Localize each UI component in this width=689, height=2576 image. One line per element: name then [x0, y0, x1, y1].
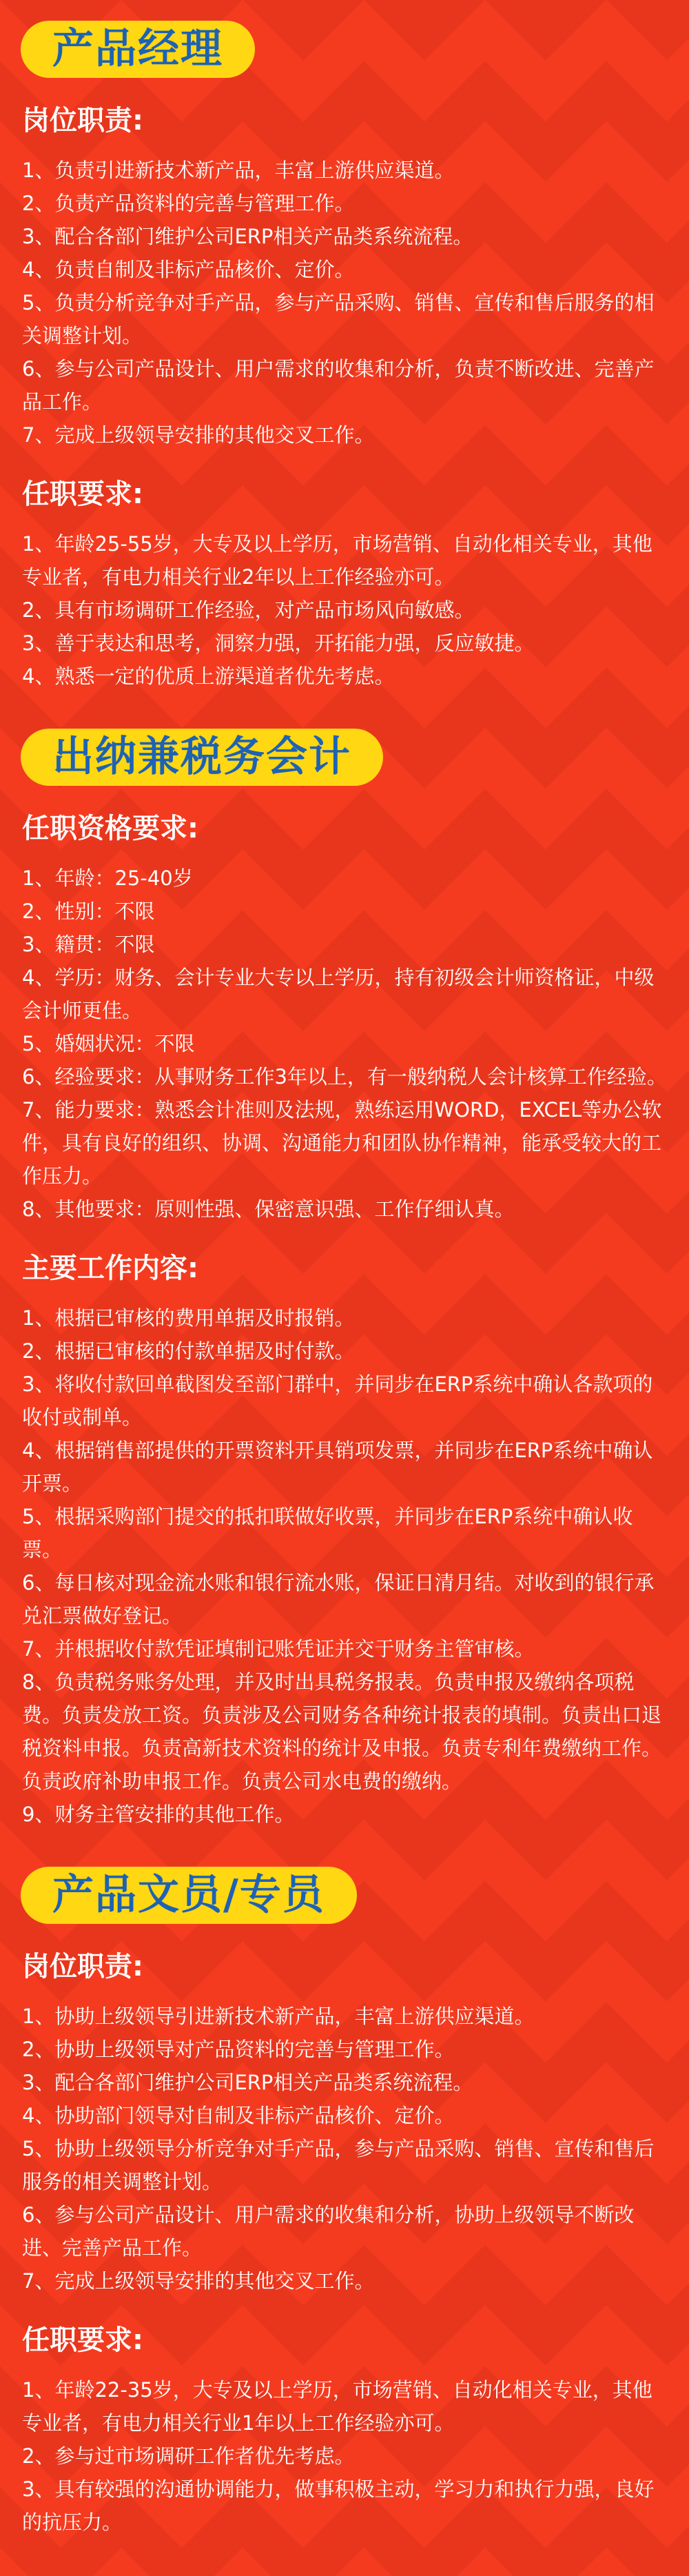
job-title-badge-wrap: [0, 729, 689, 786]
list-item: 6、参与公司产品设计、用户需求的收集和分析，负责不断改进、完善产品工作。: [22, 357, 655, 414]
list-item: 7、能力要求：熟悉会计准则及法规，熟练运用WORD，EXCEL等办公软件，具有良好的组织、协调、沟通能力和团队协作精神，能承受较大的工作压力。: [22, 1098, 662, 1188]
list-item: 4、学历：财务、会计专业大专以上学历，持有初级会计师资格证，中级会计师更佳。: [22, 966, 655, 1022]
list-item: 2、根据已审核的付款单据及时付款。: [22, 1339, 355, 1363]
list-item: 5、根据采购部门提交的抵扣联做好收票，并同步在ERP系统中确认收票。: [22, 1505, 633, 1561]
list-item: 3、善于表达和思考，洞察力强，开拓能力强，反应敏捷。: [22, 631, 535, 655]
section-heading-requirements: 任职要求:: [22, 478, 143, 510]
job-title-badge: [21, 729, 383, 786]
list-item: 4、负责自制及非标产品核价、定价。: [22, 258, 355, 281]
list-item: 3、配合各部门维护公司ERP相关产品类系统流程。: [22, 225, 473, 248]
job-title: 出纳兼税务会计: [52, 733, 351, 781]
list-item: 1、年龄25-55岁，大专及以上学历，市场营销、自动化相关专业，其他专业者，有电力相关行业2年以上工作经验亦可。: [22, 532, 652, 589]
list-item: 9、财务主管安排的其他工作。: [22, 1803, 295, 1826]
list-item: 4、根据销售部提供的开票资料开具销项发票，并同步在ERP系统中确认开票。: [22, 1439, 653, 1495]
duties-list: [22, 2000, 671, 2298]
job-title-badge-wrap: [0, 1867, 689, 1924]
list-item: 5、协助上级领导分析竞争对手产品，参与产品采购、销售、宣传和售后服务的相关调整计划。: [22, 2137, 655, 2193]
list-item: 2、协助上级领导对产品资料的完善与管理工作。: [22, 2038, 455, 2061]
list-item: 3、籍贯：不限: [22, 933, 155, 956]
list-item: 8、其他要求：原则性强、保密意识强、工作仔细认真。: [22, 1197, 515, 1221]
list-item: 6、经验要求：从事财务工作3年以上，有一般纳税人会计核算工作经验。: [22, 1065, 667, 1088]
job-title: 产品文员/专员: [52, 1871, 325, 1919]
main-work-list: [22, 1301, 671, 1831]
job-section-cashier-tax-accountant: [0, 729, 689, 1831]
list-item: 2、参与过市场调研工作者优先考虑。: [22, 2444, 355, 2468]
list-item: 1、协助上级领导引进新技术新产品，丰富上游供应渠道。: [22, 2005, 535, 2028]
list-item: 8、负责税务账务处理，并及时出具税务报表。负责申报及缴纳各项税费。负责发放工资。负责涉及公司财务各种统计报表的填制。负责出口退税资料申报。负责高新技术资料的统计及申报。负责专利年费缴纳工作。负责政府补助申报工作。负责公司水电费的缴纳。: [22, 1670, 662, 1793]
list-item: 1、年龄：25-40岁: [22, 866, 193, 890]
list-item: 2、具有市场调研工作经验，对产品市场风向敏感。: [22, 598, 475, 622]
job-section-product-manager: [0, 21, 689, 693]
list-item: 1、年龄22-35岁，大专及以上学历，市场营销、自动化相关专业，其他专业者，有电力相关行业1年以上工作经验亦可。: [22, 2378, 652, 2435]
job-section-product-clerk-specialist: [0, 1867, 689, 2539]
list-item: 2、性别：不限: [22, 900, 155, 923]
list-item: 5、负责分析竞争对手产品，参与产品采购、销售、宣传和售后服务的相关调整计划。: [22, 291, 655, 347]
list-item: 7、完成上级领导安排的其他交叉工作。: [22, 423, 375, 447]
job-title: 产品经理: [52, 25, 223, 73]
list-item: 4、熟悉一定的优质上游渠道者优先考虑。: [22, 665, 395, 688]
list-item: 4、协助部门领导对自制及非标产品核价、定价。: [22, 2104, 455, 2127]
requirements-list: [22, 2373, 671, 2539]
section-heading-main-work: 主要工作内容:: [22, 1252, 198, 1284]
qualifications-list: [22, 862, 671, 1226]
section-heading-requirements: 任职要求:: [22, 2324, 143, 2356]
list-item: 6、参与公司产品设计、用户需求的收集和分析，协助上级领导不断改进、完善产品工作。: [22, 2203, 635, 2260]
job-title-badge: [21, 1867, 357, 1924]
section-heading-qualifications: 任职资格要求:: [22, 813, 198, 844]
list-item: 5、婚姻状况：不限: [22, 1032, 195, 1055]
section-heading-duties: 岗位职责:: [22, 1951, 143, 1982]
list-item: 3、将收付款回单截图发至部门群中，并同步在ERP系统中确认各款项的收付或制单。: [22, 1372, 653, 1429]
section-heading-duties: 岗位职责:: [22, 105, 143, 136]
list-item: 2、负责产品资料的完善与管理工作。: [22, 192, 355, 215]
list-item: 1、根据已审核的费用单据及时报销。: [22, 1306, 355, 1330]
list-item: 6、每日核对现金流水账和银行流水账，保证日清月结。对收到的银行承兑汇票做好登记。: [22, 1571, 655, 1627]
job-title-badge-wrap: [0, 21, 689, 78]
list-item: 3、配合各部门维护公司ERP相关产品类系统流程。: [22, 2071, 473, 2094]
requirements-list: [22, 527, 671, 693]
duties-list: [22, 154, 671, 452]
list-item: 7、完成上级领导安排的其他交叉工作。: [22, 2269, 375, 2293]
list-item: 7、并根据收付款凭证填制记账凭证并交于财务主管审核。: [22, 1637, 535, 1661]
list-item: 3、具有较强的沟通协调能力，做事积极主动，学习力和执行力强，良好的抗压力。: [22, 2477, 655, 2534]
list-item: 1、负责引进新技术新产品，丰富上游供应渠道。: [22, 159, 455, 182]
job-title-badge: [21, 21, 255, 78]
